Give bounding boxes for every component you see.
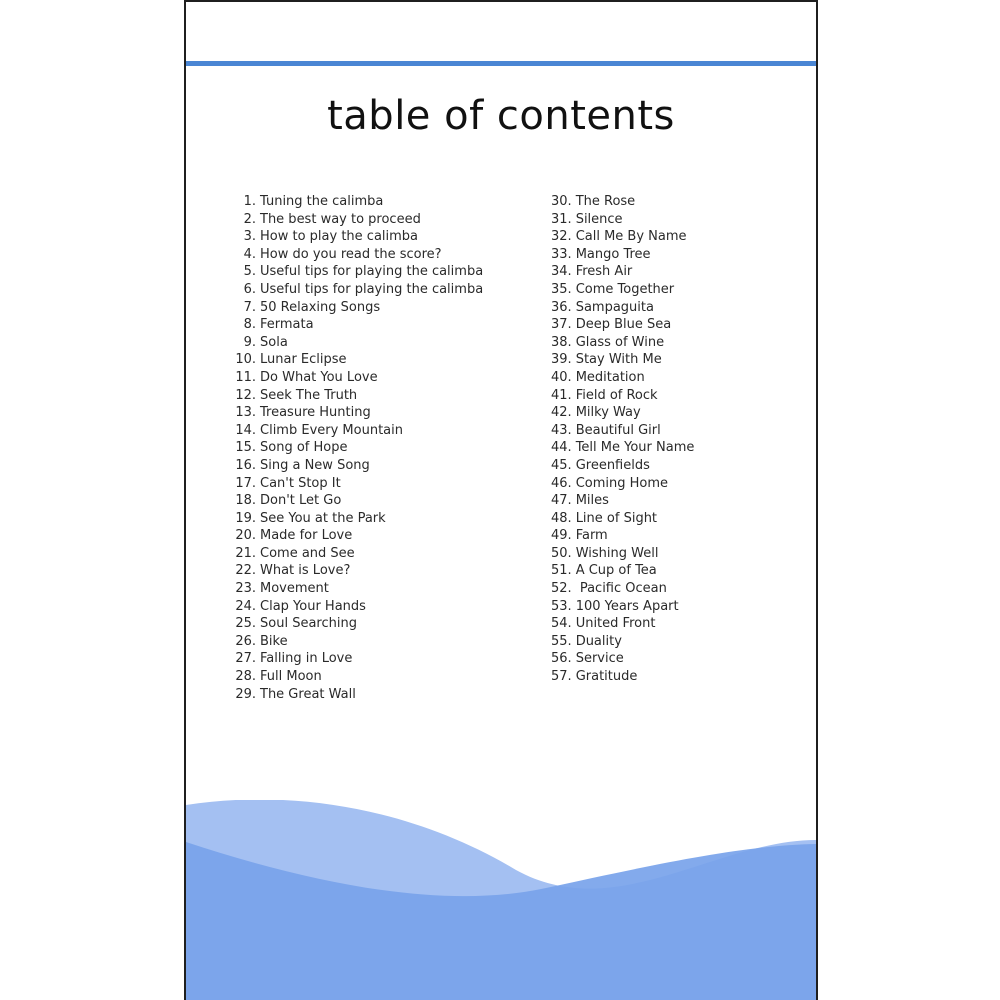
toc-entry-number: 6. (243, 281, 256, 297)
page-title: table of contents (327, 93, 675, 139)
toc-entry-number: 31. (551, 211, 572, 227)
toc-entry (551, 263, 811, 281)
toc-entry-title: Wishing Well (575, 545, 659, 561)
toc-entry-number: 25. (235, 616, 256, 632)
toc-entry-title: Can't Stop It (260, 475, 341, 491)
toc-entry-number: 44. (551, 440, 572, 456)
toc-entry-title: Lunar Eclipse (260, 352, 347, 368)
toc-entry (224, 387, 524, 405)
toc-entry-title: 100 Years Apart (575, 598, 679, 614)
toc-entry-number: 17. (235, 475, 256, 491)
toc-entry-title: Falling in Love (260, 651, 353, 667)
toc-entry-number: 15. (235, 440, 256, 456)
toc-entry-number: 7. (243, 299, 256, 315)
toc-entry-title: Service (575, 651, 624, 667)
toc-entry-number: 19. (235, 510, 256, 526)
toc-entry (224, 598, 524, 616)
toc-entry-title: Greenfields (575, 457, 650, 473)
toc-entry-number: 13. (235, 405, 256, 421)
toc-entry-title: Come Together (575, 281, 675, 297)
toc-entry-title: Treasure Hunting (260, 405, 371, 421)
toc-entry-title: Song of Hope (260, 440, 348, 456)
toc-entry-number: 37. (551, 317, 572, 333)
toc-entry (224, 545, 524, 563)
toc-entry-number: 36. (551, 299, 572, 315)
toc-entry-number: 12. (235, 387, 256, 403)
toc-entry (224, 475, 524, 493)
toc-entry-title: Gratitude (575, 669, 638, 685)
toc-entry-title: Pacific Ocean (575, 581, 667, 597)
toc-entry-title: Milky Way (575, 405, 641, 421)
toc-entry-number: 10. (235, 352, 256, 368)
toc-entry-title: 50 Relaxing Songs (260, 299, 381, 315)
toc-entry-title: Sampaguita (575, 299, 654, 315)
toc-entry-title: Soul Searching (260, 616, 357, 632)
toc-entry (551, 492, 811, 510)
toc-entry (224, 439, 524, 457)
toc-entry-title: Silence (575, 211, 623, 227)
toc-entry (551, 246, 811, 264)
toc-entry (551, 228, 811, 246)
toc-entry-title: Seek The Truth (260, 387, 358, 403)
toc-entry (224, 510, 524, 528)
toc-entry-number: 47. (551, 493, 572, 509)
toc-entry (224, 369, 524, 387)
toc-entry-title: Deep Blue Sea (575, 317, 672, 333)
toc-entry-number: 39. (551, 352, 572, 368)
toc-entry (551, 650, 811, 668)
toc-entry-number: 16. (235, 457, 256, 473)
toc-entry (224, 422, 524, 440)
toc-entry (551, 457, 811, 475)
toc-entry-title: Useful tips for playing the calimba (260, 281, 484, 297)
toc-entry (551, 633, 811, 651)
toc-entry (551, 545, 811, 563)
toc-entry-number: 26. (235, 633, 256, 649)
toc-entry-number: 53. (551, 598, 572, 614)
toc-entry (224, 492, 524, 510)
document-page (184, 0, 818, 1000)
toc-entry (224, 281, 524, 299)
toc-entry-title: Clap Your Hands (260, 598, 366, 614)
toc-entry-number: 50. (551, 545, 572, 561)
toc-entry-title: Line of Sight (575, 510, 658, 526)
toc-entry (224, 299, 524, 317)
toc-entry-title: Field of Rock (575, 387, 658, 403)
toc-entry-title: Stay With Me (575, 352, 662, 368)
toc-entry (224, 228, 524, 246)
toc-entry (224, 457, 524, 475)
toc-entry (224, 211, 524, 229)
toc-entry-title: How to play the calimba (260, 229, 419, 245)
toc-entry-title: Come and See (260, 545, 355, 561)
toc-entry-number: 56. (551, 651, 572, 667)
toc-entry (551, 316, 811, 334)
toc-entry-number: 48. (551, 510, 572, 526)
toc-entry-number: 41. (551, 387, 572, 403)
toc-entry (224, 246, 524, 264)
toc-entry (224, 334, 524, 352)
toc-entry-number: 52. (551, 581, 572, 597)
toc-entry-number: 18. (235, 493, 256, 509)
toc-entry-title: Bike (260, 633, 288, 649)
toc-entry-title: Farm (575, 528, 608, 544)
toc-entry-title: Tuning the calimba (260, 194, 384, 209)
toc-entry-title: Don't Let Go (260, 493, 342, 509)
toc-entry-number: 5. (243, 264, 256, 280)
toc-entry (224, 263, 524, 281)
toc-entry-title: Tell Me Your Name (575, 440, 695, 456)
toc-entry (551, 562, 811, 580)
toc-entry-number: 38. (551, 334, 572, 350)
toc-entry-title: Climb Every Mountain (260, 422, 403, 438)
toc-entry (224, 527, 524, 545)
toc-entry-title: Glass of Wine (575, 334, 665, 350)
toc-entry-number: 21. (235, 545, 256, 561)
toc-entry-number: 40. (551, 369, 572, 385)
toc-entry (551, 439, 811, 457)
toc-entry (224, 351, 524, 369)
toc-entry (551, 527, 811, 545)
toc-entry (551, 422, 811, 440)
toc-entry-number: 20. (235, 528, 256, 544)
toc-entry (224, 668, 524, 686)
toc-entry-number: 11. (235, 369, 256, 385)
toc-entry (224, 193, 524, 211)
toc-entry-number: 24. (235, 598, 256, 614)
toc-entry-number: 33. (551, 246, 572, 262)
toc-entry-title: Sola (260, 334, 288, 350)
toc-entry-number: 4. (243, 246, 256, 262)
toc-entry-title: United Front (575, 616, 656, 632)
toc-entry (224, 316, 524, 334)
toc-entry (224, 615, 524, 633)
toc-entry (551, 668, 811, 686)
toc-entry (551, 281, 811, 299)
toc-entry-title: Made for Love (260, 528, 353, 544)
toc-entry (224, 633, 524, 651)
toc-entry (551, 615, 811, 633)
toc-entry-number: 35. (551, 281, 572, 297)
toc-entry-title: Fermata (260, 317, 314, 333)
toc-entry-number: 28. (235, 669, 256, 685)
toc-entry (551, 211, 811, 229)
toc-entry (551, 404, 811, 422)
toc-entry-title: The Rose (575, 194, 636, 209)
toc-entry-number: 27. (235, 651, 256, 667)
toc-entry (551, 299, 811, 317)
toc-entry-number: 3. (243, 229, 256, 245)
toc-entry-title: Duality (575, 633, 622, 649)
toc-entry-title: Beautiful Girl (575, 422, 661, 438)
toc-entry-title: How do you read the score? (260, 246, 442, 262)
toc-entry-title: Miles (575, 493, 609, 509)
toc-entry (224, 562, 524, 580)
toc-entry-number: 32. (551, 229, 572, 245)
toc-entry-number: 43. (551, 422, 572, 438)
toc-entry-title: Do What You Love (260, 369, 378, 385)
toc-entry (551, 510, 811, 528)
toc-entry-number: 29. (235, 686, 256, 702)
toc-entry (551, 475, 811, 493)
toc-entry-number: 14. (235, 422, 256, 438)
toc-entry-number: 22. (235, 563, 256, 579)
toc-entry-title: Useful tips for playing the calimba (260, 264, 484, 280)
toc-entry-number: 2. (243, 211, 256, 227)
toc-entry-title: Call Me By Name (575, 229, 687, 245)
toc-entry-number: 49. (551, 528, 572, 544)
toc-entry (224, 404, 524, 422)
toc-entry-number: 55. (551, 633, 572, 649)
toc-entry-title: What is Love? (260, 563, 351, 579)
toc-entry (224, 686, 524, 704)
toc-entry-title: Sing a New Song (260, 457, 370, 473)
toc-entry-number: 34. (551, 264, 572, 280)
toc-entry (551, 387, 811, 405)
toc-entry-title: Mango Tree (575, 246, 651, 262)
toc-entry-number: 8. (243, 317, 256, 333)
toc-entry-title: Fresh Air (575, 264, 633, 280)
wave-decoration (186, 800, 816, 1000)
toc-entry (551, 369, 811, 387)
toc-entry-title: See You at the Park (260, 510, 386, 526)
toc-entry-number: 45. (551, 457, 572, 473)
toc-entry (551, 351, 811, 369)
toc-entry-title: A Cup of Tea (575, 563, 657, 579)
toc-entry-number: 9. (243, 334, 256, 350)
toc-entry (551, 193, 811, 211)
toc-entry-number: 54. (551, 616, 572, 632)
toc-entry-title: Meditation (575, 369, 645, 385)
header-rule (186, 61, 816, 66)
toc-entry-number: 42. (551, 405, 572, 421)
toc-entry-number: 46. (551, 475, 572, 491)
toc-entry (224, 580, 524, 598)
toc-entry-number: 30. (551, 194, 572, 209)
toc-entry-title: Full Moon (260, 669, 322, 685)
toc-entry (224, 650, 524, 668)
toc-entry-title: The Great Wall (260, 686, 356, 702)
toc-entry (551, 598, 811, 616)
toc-entry-number: 57. (551, 669, 572, 685)
toc-entry-title: Coming Home (575, 475, 669, 491)
toc-entry-number: 51. (551, 563, 572, 579)
toc-entry-title: The best way to proceed (260, 211, 421, 227)
toc-column-right (551, 193, 811, 686)
toc-entry (551, 334, 811, 352)
toc-entry-number: 23. (235, 581, 256, 597)
toc-entry (551, 580, 811, 598)
toc-column-left (224, 193, 524, 703)
toc-entry-title: Movement (260, 581, 329, 597)
toc-entry-number: 1. (243, 194, 256, 209)
